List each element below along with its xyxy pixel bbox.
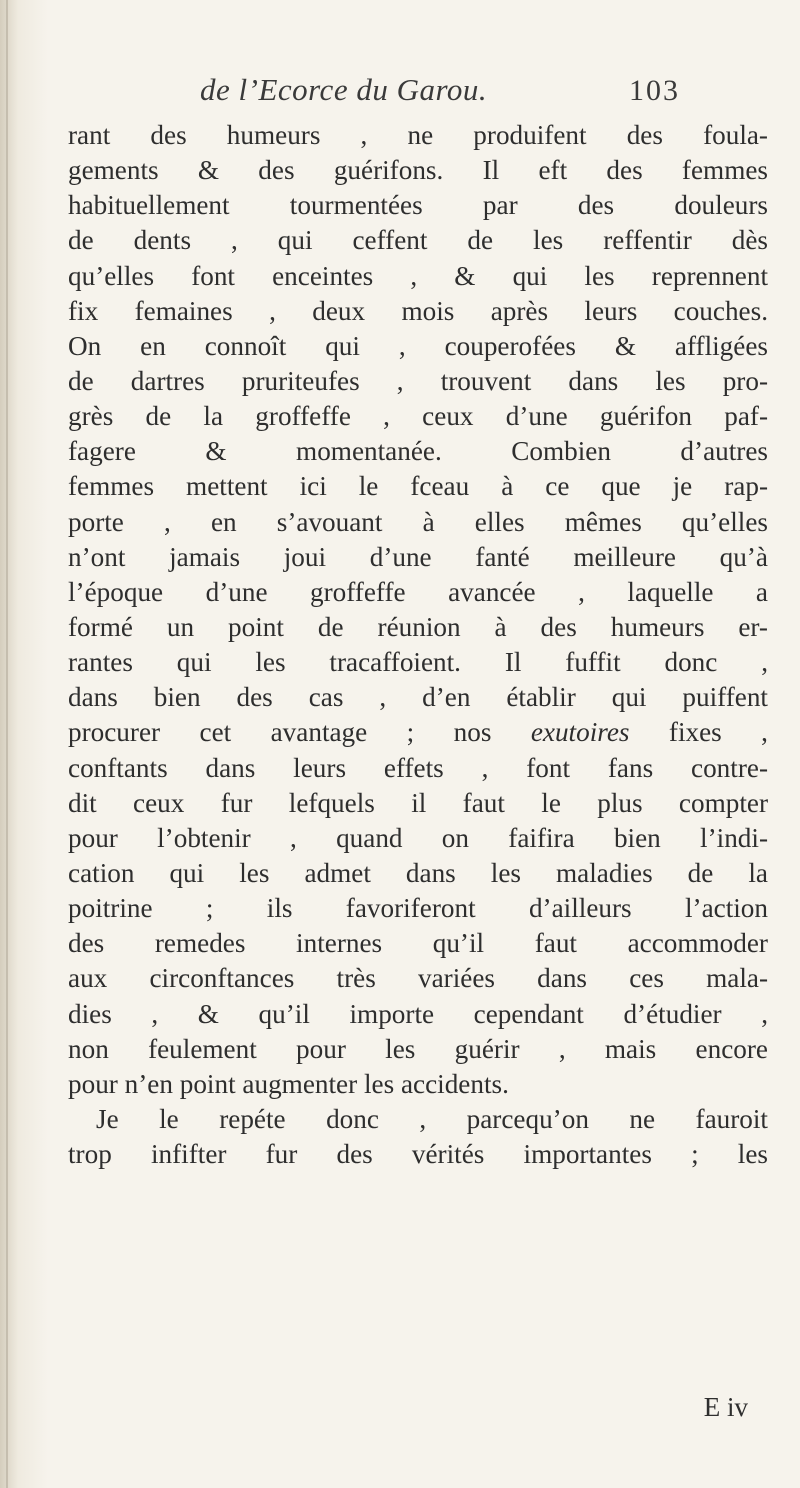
text-line: n’ont jamais joui d’une fanté meilleure qu’à [68, 541, 768, 572]
text-line: de dents , qui ceffent de les reffentir dès [68, 225, 768, 256]
text-line: dit ceux fur lefquels il faut le plus compter [68, 787, 768, 818]
text-line: pour l’obtenir , quand on faifira bien l’indi- [68, 822, 768, 853]
page-number: 103 [629, 74, 680, 107]
page-gutter [6, 0, 8, 1488]
text-line: non feulement pour les guérir , mais encore [68, 1033, 768, 1064]
text-line: grès de la groffeffe , ceux d’une guérifon paf- [68, 401, 768, 432]
running-title: de l’Ecorce du Garou. [200, 72, 488, 107]
text-line-with-italic [68, 715, 768, 750]
text-line: rantes qui les tracaffoient. Il fuffit donc , [68, 647, 768, 678]
text-line: rant des humeurs , ne produifent des foula- [68, 120, 768, 150]
text-line: poitrine ; ils favoriferont d’ailleurs l’action [68, 893, 768, 924]
text-line: l’époque d’une groffeffe avancée , laquelle a [68, 576, 768, 607]
text-line: qu’elles font enceintes , & qui les reprennent [68, 260, 768, 291]
text-line: porte , en s’avouant à elles mêmes qu’elles [68, 506, 768, 537]
text-segment: fixes , [629, 717, 768, 748]
text-line: On en connoît qui , couperofées & affligées [68, 330, 768, 361]
page-header [200, 72, 680, 112]
signature-mark: E iv [703, 1392, 748, 1422]
text-line: des remedes internes qu’il faut accommoder [68, 928, 768, 959]
italic-term: exutoires [530, 717, 630, 748]
body-text [68, 118, 768, 1172]
text-line: dans bien des cas , d’en établir qui puiffent [68, 682, 768, 713]
text-line: gements & des guérifons. Il eft des femmes [68, 155, 768, 186]
text-line: conftants dans leurs effets , font fans contre- [68, 752, 768, 783]
text-line: de dartres pruriteufes , trouvent dans les pro- [68, 365, 768, 396]
text-line: fagere & momentanée. Combien d’autres [68, 436, 768, 467]
text-line: pour n’en point augmenter les accidents. [68, 1068, 509, 1099]
text-line: Je le repéte donc , parcequ’on ne fauroit [96, 1103, 768, 1134]
text-line: formé un point de réunion à des humeurs er- [68, 611, 768, 642]
text-line: aux circonftances très variées dans ces mala- [68, 963, 768, 994]
text-line: trop infifter fur des vérités importantes ; les [68, 1139, 768, 1170]
text-segment: procurer cet avantage ; nos [68, 717, 531, 748]
text-line: fix femaines , deux mois après leurs couches. [68, 295, 768, 326]
text-line: femmes mettent ici le fceau à ce que je rap- [68, 471, 768, 502]
text-line: dies , & qu’il importe cependant d’étudier , [68, 998, 768, 1029]
text-line: habituellement tourmentées par des douleurs [68, 190, 768, 221]
text-line: cation qui les admet dans les maladies de la [68, 857, 768, 888]
